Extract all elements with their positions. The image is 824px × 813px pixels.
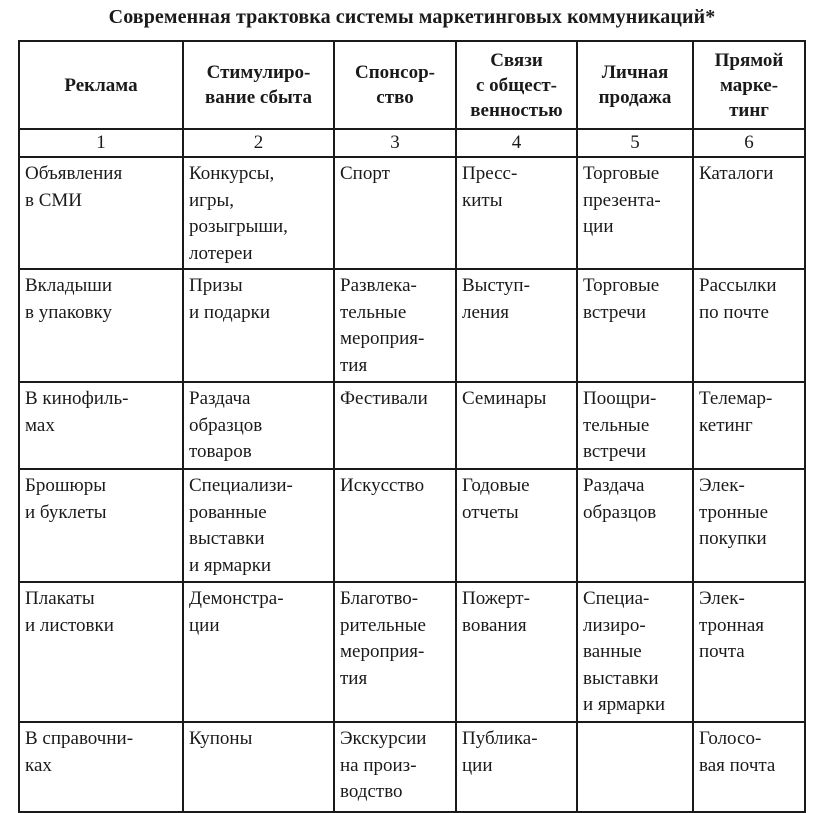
table-cell: Торговые встречи bbox=[577, 269, 693, 382]
table-cell: Каталоги bbox=[693, 157, 805, 269]
table-cell: Искусство bbox=[334, 469, 456, 582]
marketing-communications-table bbox=[18, 40, 806, 813]
table-cell: Пресс- киты bbox=[456, 157, 577, 269]
table-row bbox=[19, 469, 805, 582]
column-number: 5 bbox=[577, 129, 693, 157]
table-cell: Развлека- тельные мероприя- тия bbox=[334, 269, 456, 382]
table-cell: Публика- ции bbox=[456, 722, 577, 812]
table-cell: Рассылки по почте bbox=[693, 269, 805, 382]
table-row bbox=[19, 722, 805, 812]
column-header: Стимулиро- вание сбыта bbox=[183, 41, 334, 129]
column-number: 1 bbox=[19, 129, 183, 157]
table-cell: Объявления в СМИ bbox=[19, 157, 183, 269]
table-cell: Вкладыши в упаковку bbox=[19, 269, 183, 382]
column-number: 2 bbox=[183, 129, 334, 157]
table-cell: Призы и подарки bbox=[183, 269, 334, 382]
table-cell: Пожерт- вования bbox=[456, 582, 577, 722]
table-cell: Плакаты и листовки bbox=[19, 582, 183, 722]
table-cell: Телемар- кетинг bbox=[693, 382, 805, 469]
table-cell: Экскурсии на произ- водство bbox=[334, 722, 456, 812]
table-row bbox=[19, 582, 805, 722]
table-cell: Специа- лизиро- ванные выставки и ярмарки bbox=[577, 582, 693, 722]
column-number: 6 bbox=[693, 129, 805, 157]
table-cell bbox=[577, 722, 693, 812]
table-row bbox=[19, 382, 805, 469]
column-number: 3 bbox=[334, 129, 456, 157]
table-row bbox=[19, 269, 805, 382]
table-title: Современная трактовка системы маркетинговых коммуникаций* bbox=[108, 6, 716, 28]
table-cell: В справочни- ках bbox=[19, 722, 183, 812]
table-cell: Выступ- ления bbox=[456, 269, 577, 382]
column-header: Прямой марке- тинг bbox=[693, 41, 805, 129]
table-cell: Благотво- рительные мероприя- тия bbox=[334, 582, 456, 722]
table-cell: Элек- тронные покупки bbox=[693, 469, 805, 582]
table-cell: Демонстра- ции bbox=[183, 582, 334, 722]
table-cell: Годовые отчеты bbox=[456, 469, 577, 582]
table-cell: В кинофиль- мах bbox=[19, 382, 183, 469]
table-cell: Семинары bbox=[456, 382, 577, 469]
column-number-row bbox=[19, 129, 805, 157]
header-row bbox=[19, 41, 805, 129]
table-cell: Голосо- вая почта bbox=[693, 722, 805, 812]
column-number: 4 bbox=[456, 129, 577, 157]
table-cell: Раздача образцов товаров bbox=[183, 382, 334, 469]
table-cell: Фестивали bbox=[334, 382, 456, 469]
column-header: Связи с общест- венностью bbox=[456, 41, 577, 129]
table-cell: Спорт bbox=[334, 157, 456, 269]
column-header: Личная продажа bbox=[577, 41, 693, 129]
table-cell: Брошюры и буклеты bbox=[19, 469, 183, 582]
table-cell: Купоны bbox=[183, 722, 334, 812]
column-header: Спонсор- ство bbox=[334, 41, 456, 129]
table-cell: Элек- тронная почта bbox=[693, 582, 805, 722]
table-cell: Торговые презента- ции bbox=[577, 157, 693, 269]
table-row bbox=[19, 157, 805, 269]
table-cell: Специализи- рованные выставки и ярмарки bbox=[183, 469, 334, 582]
table-cell: Конкурсы, игры, розыгрыши, лотереи bbox=[183, 157, 334, 269]
table-cell: Поощри- тельные встречи bbox=[577, 382, 693, 469]
table-cell: Раздача образцов bbox=[577, 469, 693, 582]
column-header: Реклама bbox=[19, 41, 183, 129]
